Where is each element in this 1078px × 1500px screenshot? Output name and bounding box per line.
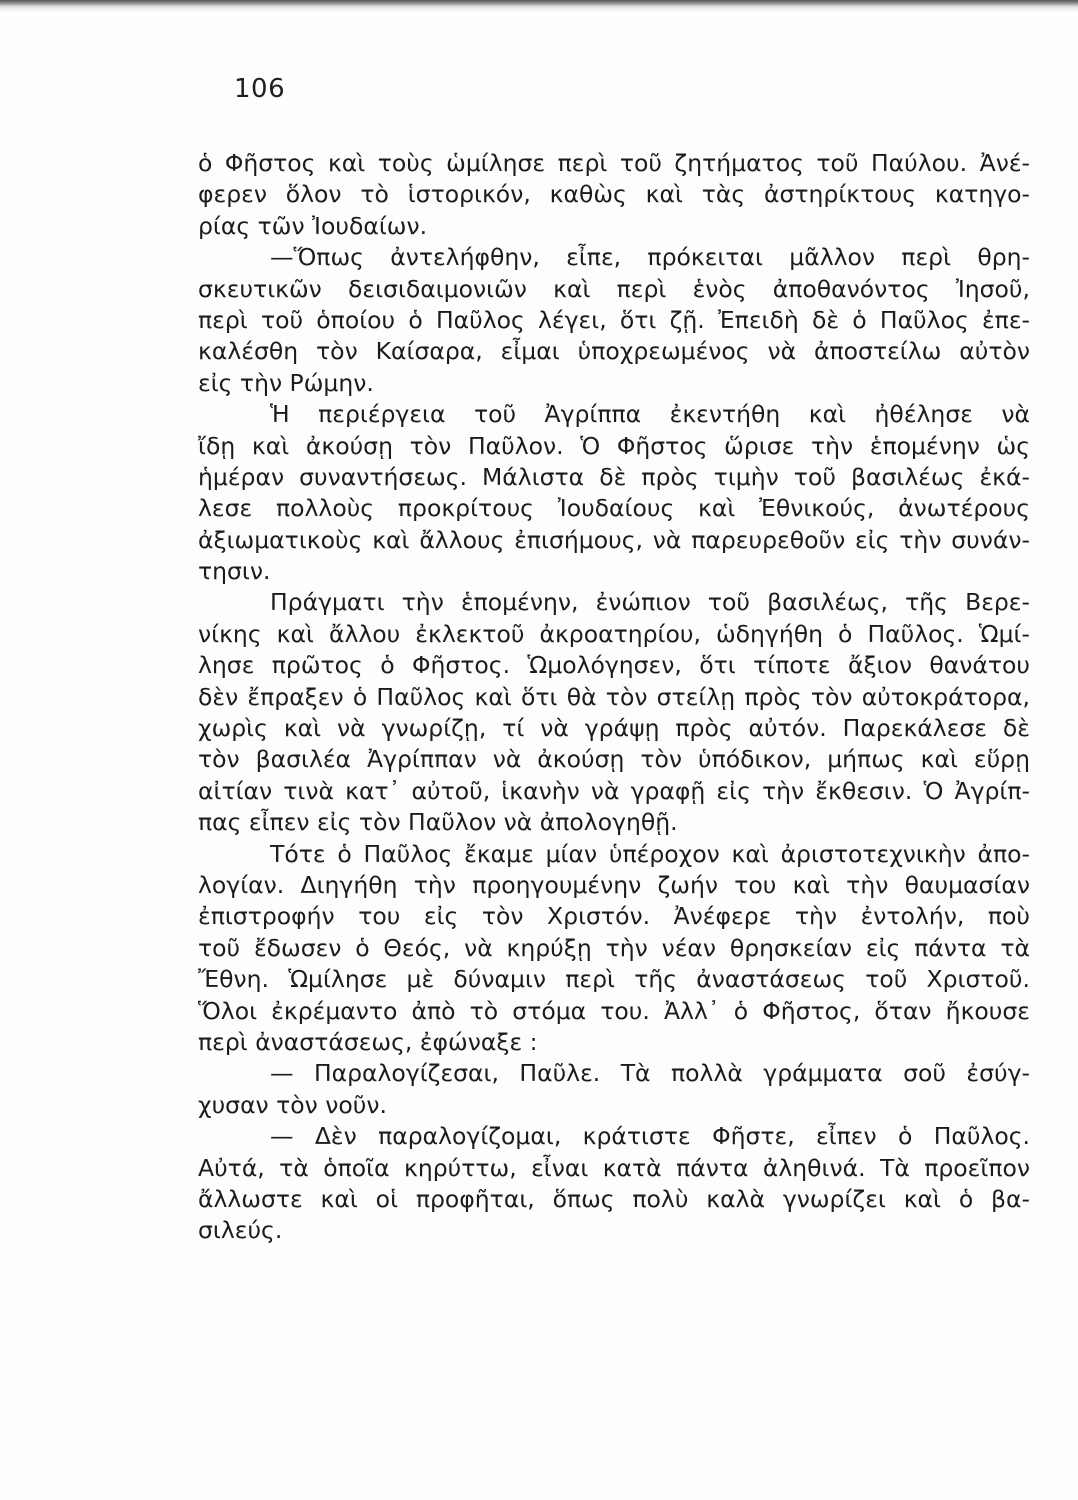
text-line: τησιν. (198, 557, 271, 586)
text-line: νίκης καὶ ἄλλου ἐκλεκτοῦ ἀκροατηρίου, ὡδηγήθη ὁ Παῦλος. Ὡμί- (198, 619, 1030, 648)
body-text (198, 148, 1030, 1247)
text-line: λεσε πολλοὺς προκρίτους Ἰουδαίους καὶ Ἐθνικούς, ἀνωτέρους (198, 494, 1030, 523)
text-line: ρίας τῶν Ἰουδαίων. (198, 211, 428, 240)
text-line: τὸν βασιλέα Ἀγρίππαν νὰ ἀκούσῃ τὸν ὑπόδικον, μήπως καὶ εὕρῃ (198, 745, 1030, 774)
text-line: καλέσθη τὸν Καίσαρα, εἶμαι ὑποχρεωμένος νὰ ἀποστείλω αὐτὸν (198, 337, 1030, 366)
text-line: σκευτικῶν δεισιδαιμονιῶν καὶ περὶ ἑνὸς ἀποθανόντος Ἰησοῦ, (198, 274, 1030, 303)
text-line: πας εἶπεν εἰς τὸν Παῦλον νὰ ἀπολογηθῇ. (198, 808, 678, 837)
text-line: Πράγματι τὴν ἑπομένην, ἐνώπιον τοῦ βασιλέως, τῆς Βερε- (270, 588, 1030, 617)
text-line: χυσαν τὸν νοῦν. (198, 1090, 387, 1119)
text-line: περὶ τοῦ ὁποίου ὁ Παῦλος λέγει, ὅτι ζῇ. Ἐπειδὴ δὲ ὁ Παῦλος ἐπε- (198, 305, 1030, 334)
text-line: εἰς τὴν Ρώμην. (198, 368, 374, 397)
text-line: φερεν ὅλον τὸ ἱστορικόν, καθὼς καὶ τὰς ἀστηρίκτους κατηγο- (198, 180, 1030, 209)
page-top-edge-shadow (0, 7, 1078, 12)
text-line: Αὐτά, τὰ ὁποῖα κηρύττω, εἶναι κατὰ πάντα ἀληθινά. Τὰ προεῖπον (198, 1153, 1030, 1182)
text-line: ἐπιστροφήν του εἰς τὸν Χριστόν. Ἀνέφερε τὴν ἐντολήν, ποὺ (198, 902, 1030, 931)
text-line: — Δὲν παραλογίζομαι, κράτιστε Φῆστε, εἶπεν ὁ Παῦλος. (270, 1122, 1030, 1151)
text-line: ἡμέραν συναντήσεως. Μάλιστα δὲ πρὸς τιμὴν τοῦ βασιλέως ἐκά- (198, 462, 1030, 491)
text-line: ἄλλωστε καὶ οἱ προφῆται, ὅπως πολὺ καλὰ γνωρίζει καὶ ὁ βα- (198, 1184, 1030, 1213)
text-line: Ἡ περιέργεια τοῦ Ἀγρίππα ἐκεντήθη καὶ ἠθέλησε νὰ (270, 400, 1030, 429)
page-top-edge (0, 0, 1078, 7)
text-line: ὁ Φῆστος καὶ τοὺς ὡμίλησε περὶ τοῦ ζητήματος τοῦ Παύλου. Ἀνέ- (198, 149, 1030, 177)
text-line: λησε πρῶτος ὁ Φῆστος. Ὡμολόγησεν, ὅτι τίποτε ἄξιον θανάτου (198, 651, 1030, 680)
text-line: Ἔθνη. Ὡμίλησε μὲ δύναμιν περὶ τῆς ἀναστάσεως τοῦ Χριστοῦ. (198, 965, 1030, 994)
text-line: Ὅλοι ἐκρέμαντο ἀπὸ τὸ στόμα του. Ἀλλ᾽ ὁ Φῆστος, ὅταν ἤκουσε (198, 996, 1030, 1025)
text-line: δὲν ἔπραξεν ὁ Παῦλος καὶ ὅτι θὰ τὸν στείλῃ πρὸς τὸν αὐτοκράτορα, (198, 682, 1030, 711)
text-line: ἀξιωματικοὺς καὶ ἄλλους ἐπισήμους, νὰ παρευρεθοῦν εἰς τὴν συνάν- (198, 525, 1030, 554)
text-line: περὶ ἀναστάσεως, ἐφώναξε : (198, 1027, 538, 1056)
text-line: — Παραλογίζεσαι, Παῦλε. Τὰ πολλὰ γράμματα σοῦ ἐσύγ- (270, 1059, 1030, 1088)
text-line: —Ὅπως ἀντελήφθην, εἶπε, πρόκειται μᾶλλον περὶ θρη- (270, 243, 1030, 272)
text-line: ἴδῃ καὶ ἀκούσῃ τὸν Παῦλον. Ὁ Φῆστος ὥρισε τὴν ἑπομένην ὡς (198, 431, 1030, 460)
text-line: λογίαν. Διηγήθη τὴν προηγουμένην ζωήν του καὶ τὴν θαυμασίαν (198, 870, 1030, 899)
page-number: 106 (234, 74, 286, 104)
text-line: χωρὶς καὶ νὰ γνωρίζῃ, τί νὰ γράψῃ πρὸς αὐτόν. Παρεκάλεσε δὲ (198, 714, 1030, 743)
text-line: αἰτίαν τινὰ κατ᾽ αὐτοῦ, ἱκανὴν νὰ γραφῇ εἰς τὴν ἔκθεσιν. Ὁ Ἀγρίπ- (198, 776, 1030, 805)
text-line: τοῦ ἔδωσεν ὁ Θεός, νὰ κηρύξῃ τὴν νέαν θρησκείαν εἰς πάντα τὰ (198, 933, 1030, 962)
text-line: Τότε ὁ Παῦλος ἔκαμε μίαν ὑπέροχον καὶ ἀριστοτεχνικὴν ἀπο- (270, 839, 1030, 868)
text-line: σιλεύς. (198, 1216, 283, 1245)
